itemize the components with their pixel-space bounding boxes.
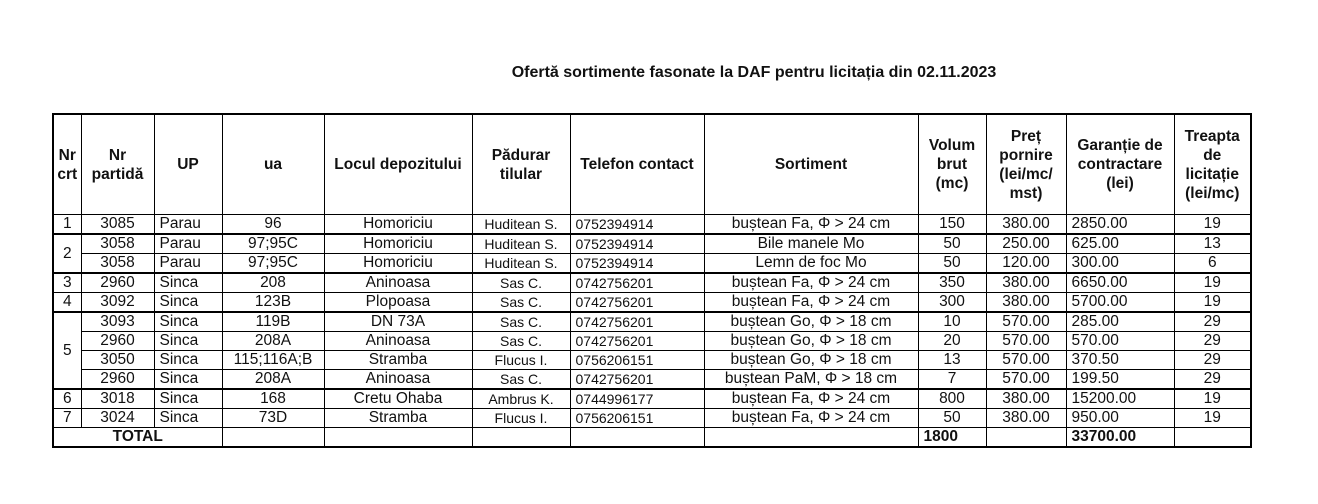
cell-volum: 150 xyxy=(918,215,986,235)
cell-loc: Homoriciu xyxy=(324,254,472,274)
cell-ua: 73D xyxy=(222,409,324,428)
cell-loc: Stramba xyxy=(324,351,472,370)
cell-volum: 50 xyxy=(918,409,986,428)
cell-nr: 4 xyxy=(53,293,81,313)
cell-volum: 800 xyxy=(918,389,986,409)
cell-garantie: 300.00 xyxy=(1066,254,1174,274)
table-row xyxy=(53,254,1251,274)
cell-pret: 250.00 xyxy=(986,234,1066,254)
cell-padurar: Sas C. xyxy=(472,370,570,390)
cell-partida: 2960 xyxy=(81,370,154,390)
cell-sortiment: buștean Fa, Φ > 24 cm xyxy=(704,409,918,428)
cell-ua: 119B xyxy=(222,312,324,332)
cell-up: Sinca xyxy=(154,389,222,409)
cell-pret: 380.00 xyxy=(986,389,1066,409)
total-garantie: 33700.00 xyxy=(1066,428,1174,448)
empty-cell xyxy=(222,428,324,448)
cell-pret: 570.00 xyxy=(986,351,1066,370)
cell-partida: 3024 xyxy=(81,409,154,428)
cell-loc: Aninoasa xyxy=(324,332,472,351)
cell-sortiment: buștean Fa, Φ > 24 cm xyxy=(704,293,918,313)
cell-garantie: 5700.00 xyxy=(1066,293,1174,313)
cell-tel: 0752394914 xyxy=(570,215,704,235)
header-locul: Locul depozitului xyxy=(324,114,472,215)
cell-loc: Stramba xyxy=(324,409,472,428)
cell-sortiment: buștean Fa, Φ > 24 cm xyxy=(704,389,918,409)
header-row xyxy=(53,114,1251,215)
cell-tel: 0742756201 xyxy=(570,312,704,332)
header-treapta: Treapta de licitație (lei/mc) xyxy=(1174,114,1251,215)
cell-up: Sinca xyxy=(154,312,222,332)
cell-pret: 380.00 xyxy=(986,293,1066,313)
cell-tel: 0742756201 xyxy=(570,332,704,351)
cell-up: Sinca xyxy=(154,273,222,293)
empty-cell xyxy=(472,428,570,448)
cell-up: Parau xyxy=(154,215,222,235)
cell-up: Sinca xyxy=(154,409,222,428)
header-padurar: Pădurar tilular xyxy=(472,114,570,215)
cell-padurar: Sas C. xyxy=(472,312,570,332)
cell-treapta: 19 xyxy=(1174,215,1251,235)
cell-sortiment: buștean Go, Φ > 18 cm xyxy=(704,312,918,332)
header-pret: Preț pornire (lei/mc/ mst) xyxy=(986,114,1066,215)
cell-partida: 3085 xyxy=(81,215,154,235)
cell-nr: 7 xyxy=(53,409,81,428)
cell-partida: 3093 xyxy=(81,312,154,332)
table-row xyxy=(53,332,1251,351)
cell-sortiment: Lemn de foc Mo xyxy=(704,254,918,274)
cell-pret: 380.00 xyxy=(986,273,1066,293)
cell-sortiment: buștean Fa, Φ > 24 cm xyxy=(704,273,918,293)
cell-padurar: Sas C. xyxy=(472,332,570,351)
table-row xyxy=(53,312,1251,332)
cell-padurar: Sas C. xyxy=(472,293,570,313)
table-row xyxy=(53,389,1251,409)
cell-partida: 3050 xyxy=(81,351,154,370)
cell-pret: 570.00 xyxy=(986,332,1066,351)
header-nr-partida: Nr partidă xyxy=(81,114,154,215)
cell-nr: 3 xyxy=(53,273,81,293)
cell-partida: 2960 xyxy=(81,273,154,293)
cell-treapta: 13 xyxy=(1174,234,1251,254)
cell-loc: DN 73A xyxy=(324,312,472,332)
header-sortiment: Sortiment xyxy=(704,114,918,215)
cell-padurar: Huditean S. xyxy=(472,254,570,274)
cell-up: Parau xyxy=(154,234,222,254)
cell-ua: 208A xyxy=(222,370,324,390)
cell-tel: 0756206151 xyxy=(570,409,704,428)
cell-partida: 3058 xyxy=(81,254,154,274)
offer-table xyxy=(52,113,1252,448)
cell-garantie: 370.50 xyxy=(1066,351,1174,370)
cell-volum: 20 xyxy=(918,332,986,351)
table-row xyxy=(53,234,1251,254)
cell-ua: 123B xyxy=(222,293,324,313)
cell-pret: 380.00 xyxy=(986,409,1066,428)
cell-treapta: 29 xyxy=(1174,332,1251,351)
cell-garantie: 950.00 xyxy=(1066,409,1174,428)
header-nr-crt: Nr crt xyxy=(53,114,81,215)
total-volum: 1800 xyxy=(918,428,986,448)
cell-padurar: Sas C. xyxy=(472,273,570,293)
cell-treapta: 19 xyxy=(1174,389,1251,409)
table-row xyxy=(53,215,1251,235)
table-row xyxy=(53,273,1251,293)
table-row xyxy=(53,351,1251,370)
cell-garantie: 2850.00 xyxy=(1066,215,1174,235)
cell-padurar: Flucus I. xyxy=(472,409,570,428)
cell-up: Sinca xyxy=(154,351,222,370)
cell-tel: 0742756201 xyxy=(570,370,704,390)
cell-volum: 350 xyxy=(918,273,986,293)
cell-tel: 0742756201 xyxy=(570,273,704,293)
cell-loc: Aninoasa xyxy=(324,370,472,390)
cell-sortiment: buștean PaM, Φ > 18 cm xyxy=(704,370,918,390)
cell-treapta: 29 xyxy=(1174,351,1251,370)
cell-ua: 115;116A;B xyxy=(222,351,324,370)
total-row xyxy=(53,428,1251,448)
header-up: UP xyxy=(154,114,222,215)
cell-sortiment: buștean Fa, Φ > 24 cm xyxy=(704,215,918,235)
table-row xyxy=(53,409,1251,428)
cell-garantie: 15200.00 xyxy=(1066,389,1174,409)
cell-nr: 5 xyxy=(53,312,81,389)
cell-garantie: 570.00 xyxy=(1066,332,1174,351)
cell-tel: 0756206151 xyxy=(570,351,704,370)
cell-loc: Homoriciu xyxy=(324,215,472,235)
cell-pret: 570.00 xyxy=(986,370,1066,390)
header-telefon: Telefon contact xyxy=(570,114,704,215)
cell-tel: 0744996177 xyxy=(570,389,704,409)
cell-garantie: 285.00 xyxy=(1066,312,1174,332)
cell-up: Sinca xyxy=(154,293,222,313)
empty-cell xyxy=(324,428,472,448)
cell-ua: 208 xyxy=(222,273,324,293)
header-volum: Volum brut (mc) xyxy=(918,114,986,215)
cell-tel: 0752394914 xyxy=(570,234,704,254)
cell-partida: 2960 xyxy=(81,332,154,351)
cell-volum: 10 xyxy=(918,312,986,332)
cell-partida: 3058 xyxy=(81,234,154,254)
cell-garantie: 6650.00 xyxy=(1066,273,1174,293)
cell-padurar: Flucus I. xyxy=(472,351,570,370)
cell-treapta: 29 xyxy=(1174,312,1251,332)
cell-treapta: 6 xyxy=(1174,254,1251,274)
cell-garantie: 625.00 xyxy=(1066,234,1174,254)
cell-ua: 97;95C xyxy=(222,254,324,274)
empty-cell xyxy=(570,428,704,448)
cell-treapta: 29 xyxy=(1174,370,1251,390)
cell-padurar: Ambrus K. xyxy=(472,389,570,409)
cell-partida: 3018 xyxy=(81,389,154,409)
empty-cell xyxy=(704,428,918,448)
cell-loc: Aninoasa xyxy=(324,273,472,293)
cell-sortiment: buștean Go, Φ > 18 cm xyxy=(704,332,918,351)
cell-volum: 7 xyxy=(918,370,986,390)
empty-cell xyxy=(1174,428,1251,448)
cell-pret: 380.00 xyxy=(986,215,1066,235)
table-row xyxy=(53,370,1251,390)
total-label: TOTAL xyxy=(53,428,222,448)
cell-ua: 96 xyxy=(222,215,324,235)
cell-tel: 0752394914 xyxy=(570,254,704,274)
cell-pret: 120.00 xyxy=(986,254,1066,274)
cell-ua: 97;95C xyxy=(222,234,324,254)
cell-nr: 6 xyxy=(53,389,81,409)
cell-ua: 208A xyxy=(222,332,324,351)
cell-nr: 1 xyxy=(53,215,81,235)
cell-sortiment: buștean Go, Φ > 18 cm xyxy=(704,351,918,370)
cell-padurar: Huditean S. xyxy=(472,215,570,235)
cell-pret: 570.00 xyxy=(986,312,1066,332)
cell-loc: Cretu Ohaba xyxy=(324,389,472,409)
table-row xyxy=(53,293,1251,313)
cell-up: Sinca xyxy=(154,370,222,390)
cell-sortiment: Bile manele Mo xyxy=(704,234,918,254)
cell-treapta: 19 xyxy=(1174,409,1251,428)
cell-nr: 2 xyxy=(53,234,81,273)
cell-volum: 300 xyxy=(918,293,986,313)
header-ua: ua xyxy=(222,114,324,215)
cell-garantie: 199.50 xyxy=(1066,370,1174,390)
cell-tel: 0742756201 xyxy=(570,293,704,313)
cell-volum: 50 xyxy=(918,254,986,274)
header-garantie: Garanție de contractare (lei) xyxy=(1066,114,1174,215)
cell-padurar: Huditean S. xyxy=(472,234,570,254)
document-title: Ofertă sortimente fasonate la DAF pentru licitația din 02.11.2023 xyxy=(511,64,997,81)
cell-treapta: 19 xyxy=(1174,273,1251,293)
cell-volum: 50 xyxy=(918,234,986,254)
cell-loc: Plopoasa xyxy=(324,293,472,313)
cell-up: Parau xyxy=(154,254,222,274)
cell-partida: 3092 xyxy=(81,293,154,313)
cell-loc: Homoriciu xyxy=(324,234,472,254)
cell-volum: 13 xyxy=(918,351,986,370)
cell-treapta: 19 xyxy=(1174,293,1251,313)
cell-ua: 168 xyxy=(222,389,324,409)
cell-up: Sinca xyxy=(154,332,222,351)
empty-cell xyxy=(986,428,1066,448)
